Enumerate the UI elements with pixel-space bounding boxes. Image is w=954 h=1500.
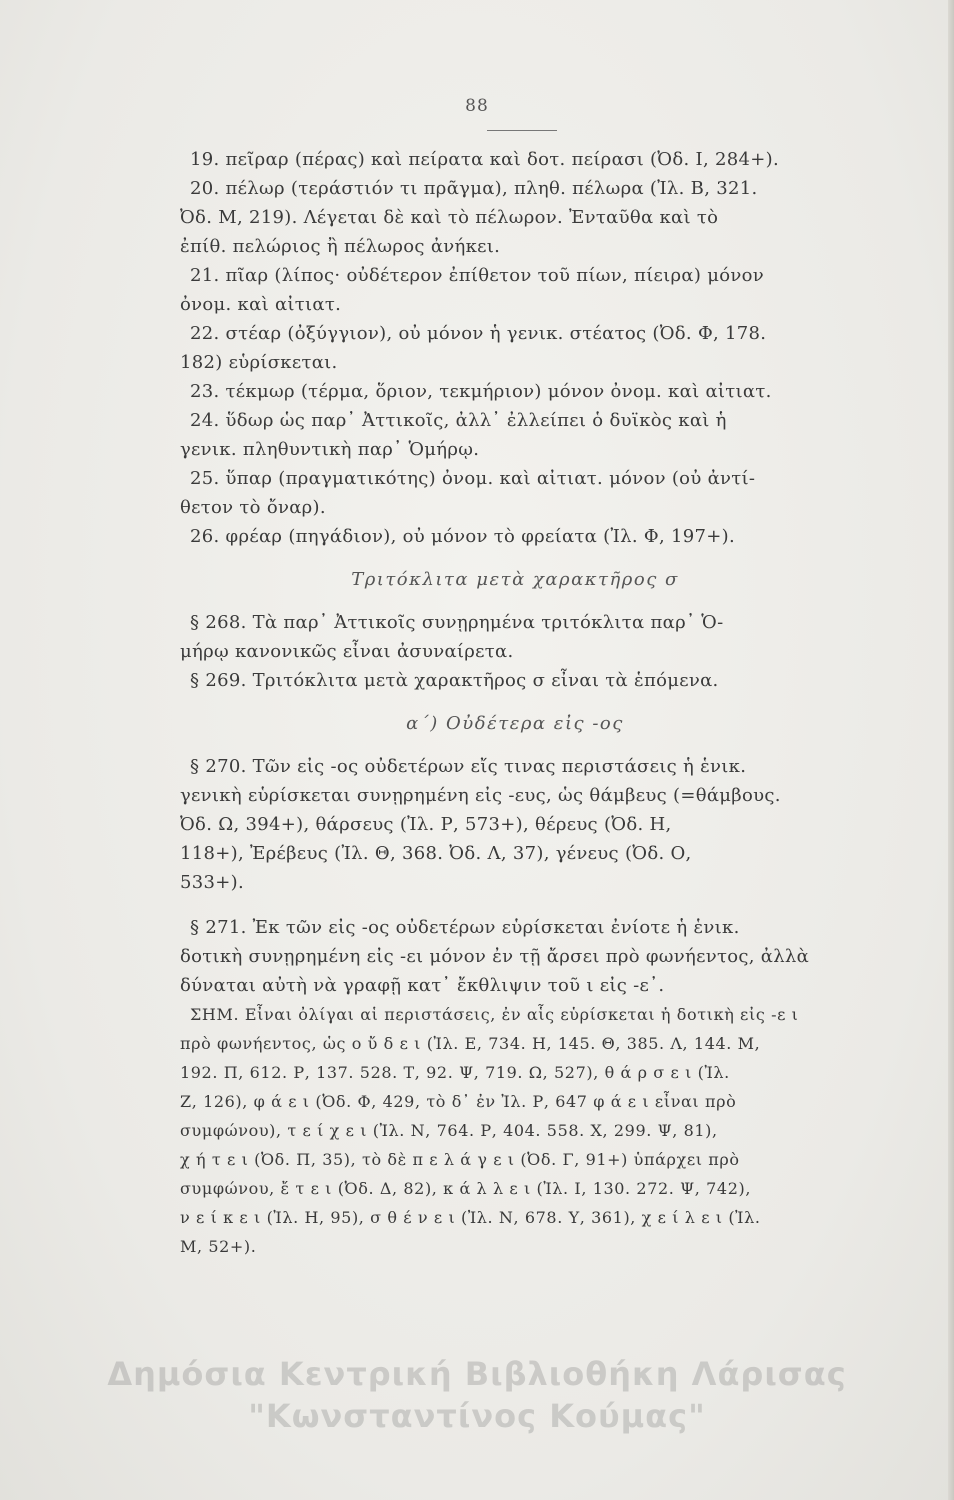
text-line: 22. στέαρ (ὀξύγγιον), οὐ μόνον ἡ γενικ. στέατος (Ὀδ. Φ, 178.: [190, 323, 767, 344]
page-number: 88: [465, 96, 489, 116]
text-line: γενικὴ εὑρίσκεται συνῃρημένη εἰς -ευς, ὡς θάμβευς (=θάμβους.: [180, 785, 781, 806]
text-line: 533+).: [180, 872, 244, 893]
numbered-list: [180, 145, 850, 551]
subsection-heading: α΄) Οὐδέτερα εἰς -ος: [406, 713, 624, 734]
note-line: συμφώνου, ἔ τ ε ι (Ὀδ. Δ, 82), κ ά λ λ ε ι (Ἰλ. Ι, 130. 272. Ψ, 742),: [180, 1179, 752, 1198]
text-line: § 270. Τῶν εἰς -ος οὐδετέρων εἴς τινας περιστάσεις ἡ ἑνικ.: [190, 756, 747, 777]
text-line: ἐπίθ. πελώριος ἢ πέλωρος ἀνήκει.: [180, 236, 501, 257]
text-line: 21. πῖαρ (λίπος· οὐδέτερον ἐπίθετον τοῦ πίων, πίειρα) μόνον: [190, 265, 764, 286]
text-line: 26. φρέαρ (πηγάδιον), οὐ μόνον τὸ φρείατα (Ἰλ. Φ, 197+).: [190, 526, 735, 547]
text-line: 24. ὕδωρ ὡς παρ᾽ Ἀττικοῖς, ἀλλ᾽ ἐλλείπει ὁ δυϊκὸς καὶ ἡ: [190, 410, 727, 431]
note-line: συμφώνου), τ ε ί χ ε ι (Ἰλ. Ν, 764. Ρ, 404. 558. Χ, 299. Ψ, 81),: [180, 1121, 718, 1140]
library-watermark: Δημόσια Κεντρική Βιβλιοθήκη Λάρισας: [107, 1355, 847, 1393]
text-line: 20. πέλωρ (τεράστιόν τι πρᾶγμα), πληθ. πέλωρα (Ἰλ. Β, 321.: [190, 178, 758, 199]
note-line: 192. Π, 612. Ρ, 137. 528. Τ, 92. Ψ, 719. Ω, 527), θ ά ρ σ ε ι (Ἰλ.: [180, 1063, 730, 1082]
text-line: δοτικὴ συνῃρημένη εἰς -ει μόνον ἐν τῇ ἄρσει πρὸ φωνήεντος, ἀλλὰ: [180, 946, 810, 967]
library-watermark-name: "Κωνσταντίνος Κούμας": [248, 1397, 706, 1435]
note-line: Ζ, 126), φ ά ε ι (Ὀδ. Φ, 429, τὸ δ᾽ ἐν Ἰλ. Ρ, 647 φ ά ε ι εἶναι πρὸ: [180, 1092, 737, 1111]
text-line: 23. τέκμωρ (τέρμα, ὅριον, τεκμήριον) μόνον ὀνομ. καὶ αἰτιατ.: [190, 381, 772, 402]
text-line: ὀνομ. καὶ αἰτιατ.: [180, 294, 342, 315]
text-line: 19. πεῖραρ (πέρας) καὶ πείρατα καὶ δοτ. πείρασι (Ὀδ. Ι, 284+).: [190, 149, 779, 170]
note-line: Μ, 52+).: [180, 1237, 257, 1256]
section-heading: Τριτόκλιτα μετὰ χαρακτῆρος σ: [351, 569, 679, 590]
text-line: γενικ. πληθυντικὴ παρ᾽ Ὁμήρῳ.: [180, 439, 480, 460]
text-line: § 271. Ἐκ τῶν εἰς -ος οὐδετέρων εὑρίσκεται ἐνίοτε ἡ ἑνικ.: [190, 917, 740, 938]
paragraph-270: [180, 752, 850, 897]
note-line: χ ή τ ε ι (Ὀδ. Π, 35), τὸ δὲ π ε λ ά γ ε ι (Ὀδ. Γ, 91+) ὑπάρχει πρὸ: [180, 1150, 740, 1169]
text-line: § 268. Τὰ παρ᾽ Ἀττικοῖς συνῃρημένα τριτόκλιτα παρ᾽ Ὁ-: [190, 612, 724, 633]
paragraph-268: [180, 608, 850, 666]
text-line: 25. ὕπαρ (πραγματικότης) ὀνομ. καὶ αἰτιατ. μόνον (οὐ ἀντί-: [190, 468, 756, 489]
text-line: μήρῳ κανονικῶς εἶναι ἀσυναίρετα.: [180, 641, 514, 662]
text-line: θετον τὸ ὄναρ).: [180, 497, 326, 518]
note-block: [180, 1000, 850, 1261]
paragraph-269: § 269. Τριτόκλιτα μετὰ χαρακτῆρος σ εἶναι τὰ ἑπόμενα.: [190, 670, 719, 691]
note-line: ν ε ί κ ε ι (Ἰλ. Η, 95), σ θ έ ν ε ι (Ἰλ. Ν, 678. Υ, 361), χ ε ί λ ε ι (Ἰλ.: [180, 1208, 761, 1227]
header-rule: [487, 130, 557, 131]
text-line: Ὀδ. Μ, 219). Λέγεται δὲ καὶ τὸ πέλωρον. Ἐνταῦθα καὶ τὸ: [180, 207, 719, 228]
text-line: Ὀδ. Ω, 394+), θάρσευς (Ἰλ. Ρ, 573+), θέρευς (Ὀδ. Η,: [180, 814, 672, 835]
page-body: [180, 145, 850, 1261]
text-line: 118+), Ἐρέβευς (Ἰλ. Θ, 368. Ὀδ. Λ, 37), γένευς (Ὀδ. Ο,: [180, 843, 692, 864]
text-line: δύναται αὐτὴ νὰ γραφῇ κατ᾽ ἔκθλιψιν τοῦ ι εἰς -ε᾽.: [180, 975, 665, 996]
page-edge: [948, 0, 954, 1500]
note-line: ΣΗΜ. Εἶναι ὀλίγαι αἱ περιστάσεις, ἐν αἷς εὑρίσκεται ἡ δοτικὴ εἰς -ε ι: [190, 1005, 799, 1024]
note-line: πρὸ φωνήεντος, ὡς ο ὔ δ ε ι (Ἰλ. Ε, 734. Η, 145. Θ, 385. Λ, 144. Μ,: [180, 1034, 761, 1053]
text-line: 182) εὑρίσκεται.: [180, 352, 338, 373]
paragraph-271: [180, 913, 850, 1000]
